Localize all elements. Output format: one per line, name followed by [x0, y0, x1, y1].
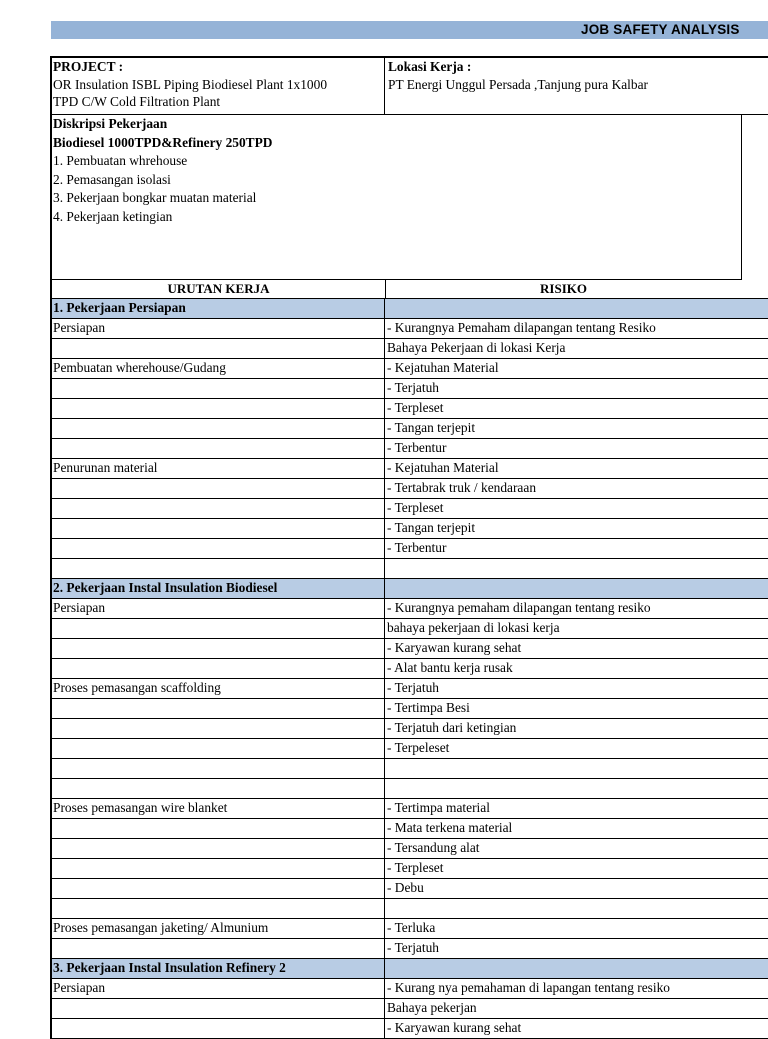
risk-cell	[385, 559, 768, 578]
table-row	[52, 599, 768, 619]
risk-cell: - Debu	[387, 880, 424, 895]
risk-cell: - Terpleset	[387, 400, 444, 415]
table-row	[52, 739, 768, 759]
table-row	[52, 499, 768, 519]
risk-cell: - Terjatuh	[387, 380, 439, 395]
section-title: 1. Pekerjaan Persiapan	[52, 299, 385, 318]
step-cell	[52, 939, 385, 958]
table-row	[52, 759, 768, 779]
step-cell: Proses pemasangan scaffolding	[52, 679, 385, 698]
title-bar	[51, 21, 768, 39]
table-row	[52, 479, 768, 499]
description-item: 3. Pekerjaan bongkar muatan material	[53, 190, 257, 205]
project-info	[52, 58, 768, 115]
risk-cell: - Terluka	[387, 920, 436, 935]
section-row	[52, 959, 768, 979]
step-cell	[52, 839, 385, 858]
step-cell	[52, 619, 385, 638]
table-row	[52, 519, 768, 539]
table-row	[52, 639, 768, 659]
step-cell	[52, 999, 385, 1018]
step-cell	[52, 439, 385, 458]
table-row	[52, 439, 768, 459]
table-row	[52, 359, 768, 379]
section-title: 2. Pekerjaan Instal Insulation Biodiesel	[52, 579, 385, 598]
table-row	[52, 979, 768, 999]
step-cell	[52, 899, 385, 918]
description-item: 1. Pembuatan whrehouse	[53, 153, 188, 168]
risk-cell: - Tangan terjepit	[387, 520, 476, 535]
table-row	[52, 559, 768, 579]
table-row	[52, 919, 768, 939]
step-cell	[52, 1019, 385, 1038]
table-row	[52, 839, 768, 859]
risk-cell: Bahaya Pekerjaan di lokasi Kerja	[387, 340, 566, 355]
description-label: Diskripsi Pekerjaan	[53, 116, 168, 131]
risk-cell: - Karyawan kurang sehat	[387, 1020, 522, 1035]
risk-cell: - Terbentur	[387, 540, 447, 555]
step-cell: Pembuatan wherehouse/Gudang	[52, 359, 385, 378]
table-row	[52, 459, 768, 479]
risk-cell	[385, 899, 768, 918]
table-row	[52, 899, 768, 919]
risk-cell: - Karyawan kurang sehat	[387, 640, 522, 655]
risk-cell: - Terjatuh dari ketingian	[387, 720, 517, 735]
description-item: 2. Pemasangan isolasi	[53, 171, 171, 187]
table-row	[52, 819, 768, 839]
risk-cell	[385, 299, 768, 318]
risk-cell	[385, 579, 768, 598]
risk-cell	[385, 959, 768, 978]
table-row	[52, 939, 768, 959]
step-cell	[52, 819, 385, 838]
job-description	[52, 115, 742, 280]
table-row	[52, 1019, 768, 1039]
risk-cell: - Kurangnya pemaham dilapangan tentang resiko	[387, 600, 651, 615]
risk-cell	[385, 759, 768, 778]
step-cell	[52, 879, 385, 898]
step-cell	[52, 399, 385, 418]
step-cell	[52, 559, 385, 578]
risk-cell: - Terpleset	[387, 500, 444, 515]
step-cell	[52, 739, 385, 758]
risk-cell: - Kurangnya Pemaham dilapangan tentang Resiko	[387, 320, 656, 335]
table-row	[52, 379, 768, 399]
risk-cell	[385, 779, 768, 798]
table-body	[52, 299, 768, 1039]
table-row	[52, 999, 768, 1019]
step-cell	[52, 379, 385, 398]
risk-cell: - Terjatuh	[387, 680, 439, 695]
risk-cell: - Terpeleset	[387, 740, 450, 755]
risk-cell: - Alat bantu kerja rusak	[387, 660, 513, 675]
step-cell	[52, 659, 385, 678]
project-label: PROJECT :	[53, 59, 124, 74]
table-row	[52, 699, 768, 719]
table-header	[52, 280, 768, 299]
table-row	[52, 419, 768, 439]
risk-cell: - Kejatuhan Material	[387, 360, 499, 375]
risk-cell: - Tertimpa Besi	[387, 700, 470, 715]
step-cell: Proses pemasangan wire blanket	[52, 799, 385, 818]
step-cell	[52, 519, 385, 538]
step-cell	[52, 479, 385, 498]
table-row	[52, 779, 768, 799]
step-cell	[52, 759, 385, 778]
step-cell	[52, 499, 385, 518]
step-cell	[52, 699, 385, 718]
step-cell	[52, 639, 385, 658]
project-line-1: OR Insulation ISBL Piping Biodiesel Plant 1x1000	[53, 77, 328, 92]
table-row	[52, 719, 768, 739]
table-row	[52, 399, 768, 419]
document-title: JOB SAFETY ANALYSIS	[581, 22, 740, 37]
table-row	[52, 319, 768, 339]
jsa-sheet	[50, 56, 768, 1039]
table-row	[52, 879, 768, 899]
table-row	[52, 859, 768, 879]
risk-cell: Bahaya pekerjan	[387, 1000, 477, 1015]
table-row	[52, 679, 768, 699]
step-cell	[52, 859, 385, 878]
risk-cell: - Tangan terjepit	[387, 420, 476, 435]
table-row	[52, 339, 768, 359]
risk-cell: - Kejatuhan Material	[387, 460, 499, 475]
location-label: Lokasi Kerja :	[388, 59, 472, 74]
step-cell	[52, 539, 385, 558]
step-cell	[52, 719, 385, 738]
project-line-2: TPD C/W Cold Filtration Plant	[53, 94, 221, 109]
risk-cell: - Tertimpa material	[387, 800, 490, 815]
step-cell: Persiapan	[52, 979, 385, 998]
table-row	[52, 659, 768, 679]
description-item: 4. Pekerjaan ketingian	[53, 208, 173, 224]
risk-cell: - Terjatuh	[387, 940, 439, 955]
step-cell	[52, 339, 385, 358]
table-row	[52, 539, 768, 559]
risk-cell: - Tersandung alat	[387, 840, 480, 855]
section-row	[52, 299, 768, 319]
step-cell: Persiapan	[52, 319, 385, 338]
table-row	[52, 799, 768, 819]
location-value: PT Energi Unggul Persada ,Tanjung pura Kalbar	[388, 77, 648, 92]
table-row	[52, 619, 768, 639]
risk-cell: - Terpleset	[387, 860, 444, 875]
step-cell: Penurunan material	[52, 459, 385, 478]
location-cell	[387, 58, 768, 114]
risk-cell: bahaya pekerjaan di lokasi kerja	[387, 620, 560, 635]
risk-cell: - Tertabrak truk / kendaraan	[387, 480, 537, 495]
description-subtitle: Biodiesel 1000TPD&Refinery 250TPD	[53, 134, 273, 150]
header-urutan-kerja: URUTAN KERJA	[52, 280, 386, 298]
risk-cell: - Terbentur	[387, 440, 447, 455]
step-cell: Proses pemasangan jaketing/ Almunium	[52, 919, 385, 938]
section-title: 3. Pekerjaan Instal Insulation Refinery 2	[52, 959, 385, 978]
header-risiko: RISIKO	[386, 280, 768, 298]
section-row	[52, 579, 768, 599]
step-cell	[52, 419, 385, 438]
step-cell	[52, 779, 385, 798]
risk-cell: - Mata terkena material	[387, 820, 513, 835]
step-cell: Persiapan	[52, 599, 385, 618]
risk-cell: - Kurang nya pemahaman di lapangan tentang resiko	[387, 980, 670, 995]
project-cell	[52, 58, 385, 114]
